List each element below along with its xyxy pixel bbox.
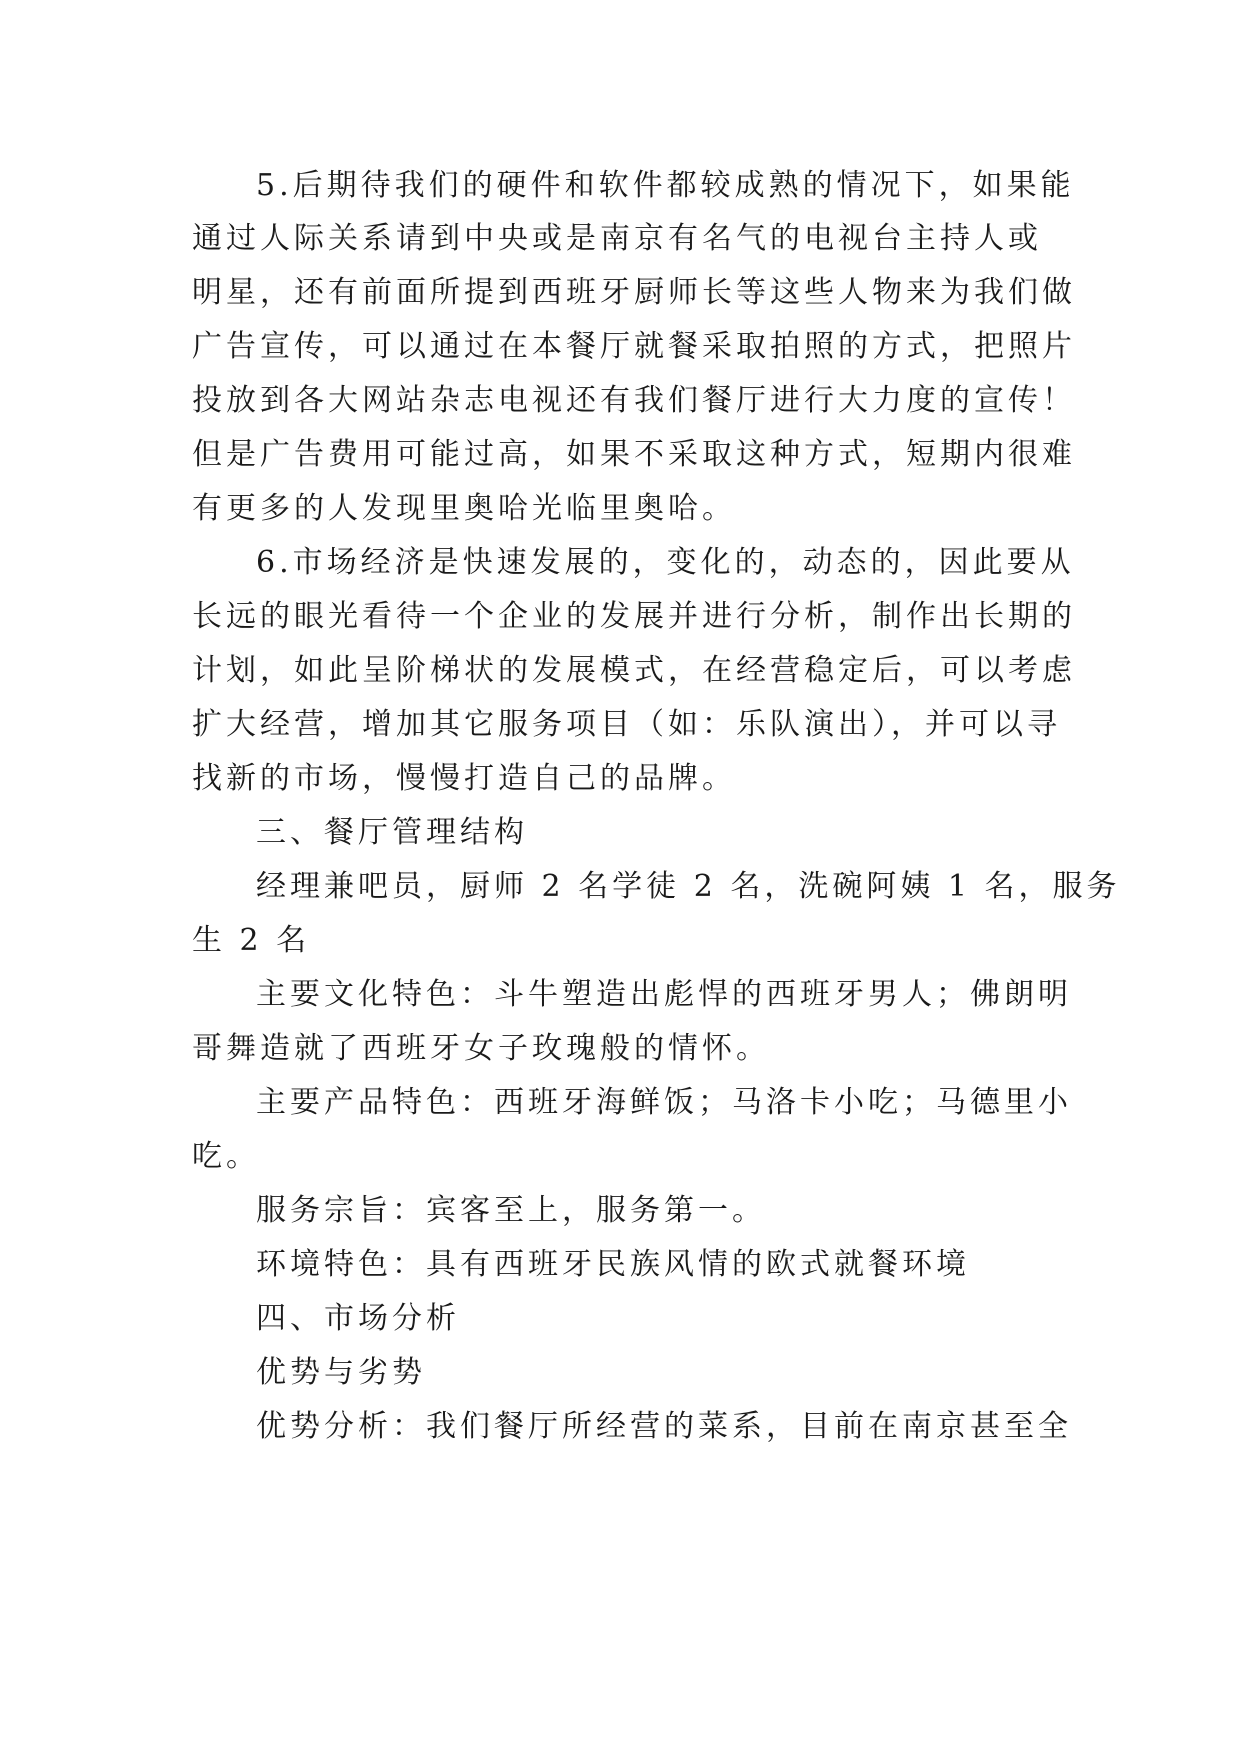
paragraph-6-line-1: 6.市场经济是快速发展的，变化的，动态的，因此要从 <box>256 545 1075 580</box>
product-feature-line-2: 吃。 <box>192 1139 260 1174</box>
culture-feature-line-1: 主要文化特色：斗牛塑造出彪悍的西班牙男人；佛朗明 <box>256 977 1072 1012</box>
section-heading-management: 三、餐厅管理结构 <box>256 815 528 850</box>
product-feature-line-1: 主要产品特色：西班牙海鲜饭；马洛卡小吃；马德里小 <box>256 1085 1072 1120</box>
paragraph-5-line-2: 通过人际关系请到中央或是南京有名气的电视台主持人或 <box>192 221 1042 256</box>
paragraph-6-line-2: 长远的眼光看待一个企业的发展并进行分析，制作出长期的 <box>192 599 1076 634</box>
subheading-strengths-weaknesses: 优势与劣势 <box>256 1355 426 1390</box>
paragraph-6-line-4: 扩大经营，增加其它服务项目（如：乐队演出），并可以寻 <box>192 707 1061 742</box>
paragraph-5-line-6: 但是广告费用可能过高，如果不采取这种方式，短期内很难 <box>192 437 1076 472</box>
paragraph-6-line-5: 找新的市场，慢慢打造自己的品牌。 <box>192 761 736 796</box>
culture-feature-line-2: 哥舞造就了西班牙女子玫瑰般的情怀。 <box>192 1031 770 1066</box>
paragraph-5-line-3: 明星，还有前面所提到西班牙厨师长等这些人物来为我们做 <box>192 275 1076 310</box>
strength-analysis-line-1: 优势分析：我们餐厅所经营的菜系，目前在南京甚至全 <box>256 1409 1072 1444</box>
environment-feature: 环境特色：具有西班牙民族风情的欧式就餐环境 <box>256 1247 970 1282</box>
paragraph-5-line-4: 广告宣传，可以通过在本餐厅就餐采取拍照的方式，把照片 <box>192 329 1076 364</box>
paragraph-5-line-7: 有更多的人发现里奥哈光临里奥哈。 <box>192 491 736 526</box>
paragraph-5-line-1: 5.后期待我们的硬件和软件都较成熟的情况下，如果能 <box>256 168 1075 203</box>
paragraph-5-line-5: 投放到各大网站杂志电视还有我们餐厅进行大力度的宣传！ <box>192 383 1076 418</box>
staff-line-1: 经理兼吧员，厨师 2 名学徒 2 名，洗碗阿姨 1 名，服务 <box>256 869 1121 904</box>
service-principle: 服务宗旨：宾客至上，服务第一。 <box>256 1193 766 1228</box>
staff-line-2: 生 2 名 <box>192 923 311 958</box>
section-heading-market: 四、市场分析 <box>256 1301 460 1336</box>
paragraph-6-line-3: 计划，如此呈阶梯状的发展模式，在经营稳定后，可以考虑 <box>192 653 1076 688</box>
